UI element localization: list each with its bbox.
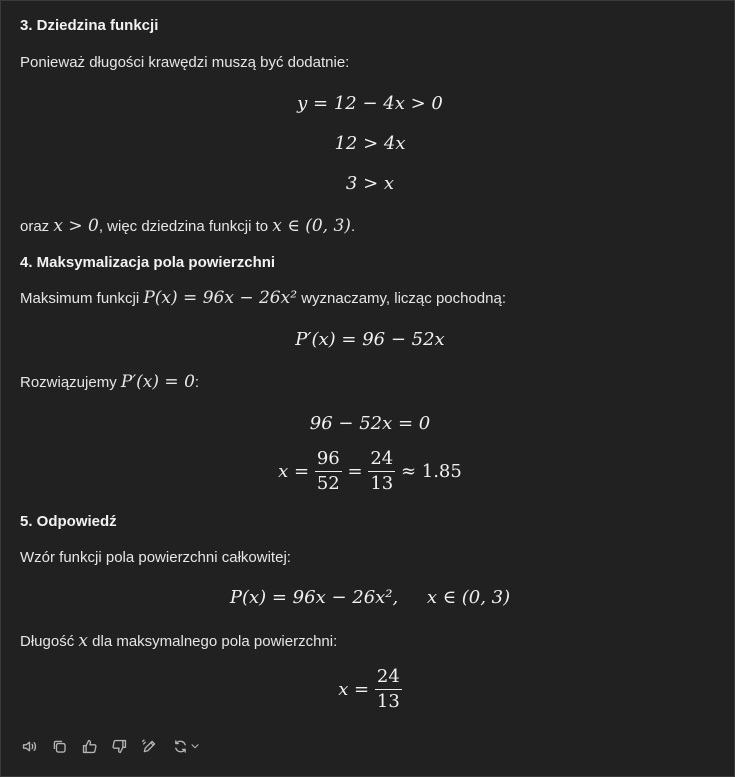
section-4-heading: 4. Maksymalizacja pola powierzchni <box>20 254 276 271</box>
message-action-toolbar <box>20 735 202 757</box>
solve-text-post: : <box>194 374 200 391</box>
equation-1: y = 12 − 4x > 0 <box>297 93 443 114</box>
inline-math-x: x <box>78 631 88 651</box>
conclusion-text-mid: , więc dziedzina funkcji to <box>98 218 269 235</box>
edit-pen-icon <box>141 738 158 755</box>
fraction-denominator: 52 <box>316 473 340 494</box>
equation-2: 12 > 4x <box>334 133 406 154</box>
section-5-intro: Wzór funkcji pola powierzchni całkowitej: <box>20 549 291 566</box>
thumbs-up-icon <box>81 738 98 755</box>
section-4-intro <box>20 287 720 310</box>
answer-lhs: x = <box>338 678 370 700</box>
copy-button[interactable] <box>50 737 68 755</box>
fraction-numerator: 24 <box>368 448 395 472</box>
inline-math-function: P(x) = 96x − 26x² <box>143 288 298 308</box>
conclusion-text-end: . <box>350 218 356 235</box>
approx-value: ≈ 1.85 <box>400 460 462 482</box>
answer-fraction <box>375 666 402 713</box>
intro-text-post: wyznaczamy, licząc pochodną: <box>301 290 507 307</box>
solve-text-pre: Rozwiązujemy <box>20 374 117 391</box>
fraction-denominator: 13 <box>370 473 394 494</box>
inline-math-derivative-zero: P′(x) = 0 <box>120 372 195 392</box>
intro-text-pre: Maksimum funkcji <box>20 290 140 307</box>
section-3-conclusion <box>20 215 720 238</box>
section-5-length <box>20 630 720 653</box>
final-formula: P(x) = 96x − 26x², x ∈ (0, 3) <box>229 587 511 608</box>
fraction-numerator: 24 <box>375 666 402 690</box>
section-4-solve <box>20 371 720 394</box>
copy-icon <box>51 738 68 755</box>
fraction-denominator: 13 <box>376 691 400 712</box>
solution-equation <box>278 448 462 494</box>
length-text-pre: Długość <box>20 633 75 650</box>
conclusion-text-pre: oraz <box>20 218 50 235</box>
fraction-96-52 <box>315 448 342 495</box>
thumbs-down-icon <box>111 738 128 755</box>
solution-lhs: x = <box>278 460 310 482</box>
equation-96-52x: 96 − 52x = 0 <box>309 413 431 434</box>
regenerate-button[interactable] <box>170 737 202 755</box>
answer-equation <box>338 666 402 712</box>
equation-3: 3 > x <box>345 173 395 194</box>
equals-sign: = <box>347 460 363 482</box>
regenerate-icon <box>172 738 189 755</box>
good-response-button[interactable] <box>80 737 98 755</box>
inline-math-domain: x ∈ (0, 3) <box>272 216 351 236</box>
derivative-equation: P′(x) = 96 − 52x <box>295 329 445 350</box>
fraction-numerator: 96 <box>315 448 342 472</box>
speaker-icon <box>21 738 38 755</box>
section-3-intro: Ponieważ długości krawędzi muszą być dodatnie: <box>20 54 350 71</box>
inline-math-condition: x > 0 <box>53 216 99 236</box>
section-3-heading: 3. Dziedzina funkcji <box>20 17 159 34</box>
bad-response-button[interactable] <box>110 737 128 755</box>
read-aloud-button[interactable] <box>20 737 38 755</box>
edit-canvas-button[interactable] <box>140 737 158 755</box>
length-text-post: dla maksymalnego pola powierzchni: <box>92 633 338 650</box>
fraction-24-13 <box>368 448 395 495</box>
section-5-heading: 5. Odpowiedź <box>20 513 117 530</box>
chevron-down-icon <box>189 740 201 752</box>
